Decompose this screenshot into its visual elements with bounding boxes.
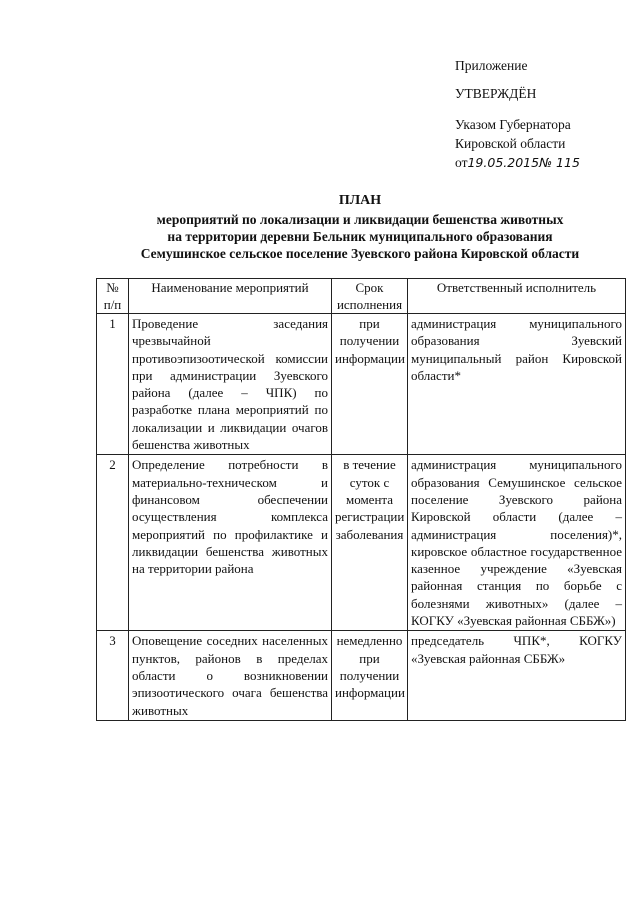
document-title: [95, 192, 625, 262]
plan-table: [96, 278, 626, 721]
appendix-label: Приложение: [455, 58, 528, 73]
header-num: № п/п: [97, 279, 129, 314]
approval-block: [455, 56, 635, 172]
title-plan: ПЛАН: [338, 193, 382, 208]
title-line-2: на территории деревни Бельник муниципального образования: [167, 229, 553, 244]
row-term: в течение суток с момента регистрации заболевания: [332, 455, 408, 631]
table-row: [97, 455, 626, 631]
row-term: при получении информации: [332, 314, 408, 455]
row-responsible: администрация муниципального образования Семушинское сельское поселение Зуевского района Кировской области (далее – администрация поселения)*, кировское областное государственное казенное учреждение «Зуевская районная станция по борьбе с болезнями животных» (далее – КОГКУ «Зуевская районная СББЖ»): [408, 455, 626, 631]
row-activity: Проведение заседания чрезвычайной противоэпизоотической комиссии при администрации Зуевского района (далее – ЧПК) по разработке плана мероприятий по локализации и ликвидации очагов бешенства животных: [129, 314, 332, 455]
row-responsible: председатель ЧПК*, КОГКУ «Зуевская районная СББЖ»: [408, 631, 626, 720]
row-num: 1: [97, 314, 129, 455]
title-line-3: Семушинское сельское поселение Зуевского района Кировской области: [140, 246, 580, 261]
header-responsible: Ответственный исполнитель: [408, 279, 626, 314]
header-term: Срок исполнения: [332, 279, 408, 314]
title-line-1: мероприятий по локализации и ликвидации бешенства животных: [156, 212, 564, 227]
row-activity: Оповещение соседних населенных пунктов, районов в пределах области о возникновении эпизоотического очага бешенства животных: [129, 631, 332, 720]
table-row: [97, 314, 626, 455]
row-activity: Определение потребности в материально-техническом и финансовом обеспечении осуществления комплекса мероприятий по профилактике и ликвидации бешенства животных на территории района: [129, 455, 332, 631]
row-responsible: администрация муниципального образования Зуевский муниципальный район Кировской области*: [408, 314, 626, 455]
decree-line-2: Кировской области: [455, 136, 566, 151]
decree-date-line: [455, 153, 635, 172]
approved-label: УТВЕРЖДЁН: [455, 86, 537, 101]
decree-number: № 115: [539, 155, 580, 170]
decree-from: от: [455, 155, 468, 170]
decree-line-1: Указом Губернатора: [455, 117, 571, 132]
row-num: 3: [97, 631, 129, 720]
table-row: [97, 631, 626, 720]
decree-date: 19.05.2015: [467, 155, 540, 170]
header-name: Наименование мероприятий: [129, 279, 332, 314]
table-header-row: [97, 279, 626, 314]
row-term: немедленно при получении информации: [332, 631, 408, 720]
row-num: 2: [97, 455, 129, 631]
